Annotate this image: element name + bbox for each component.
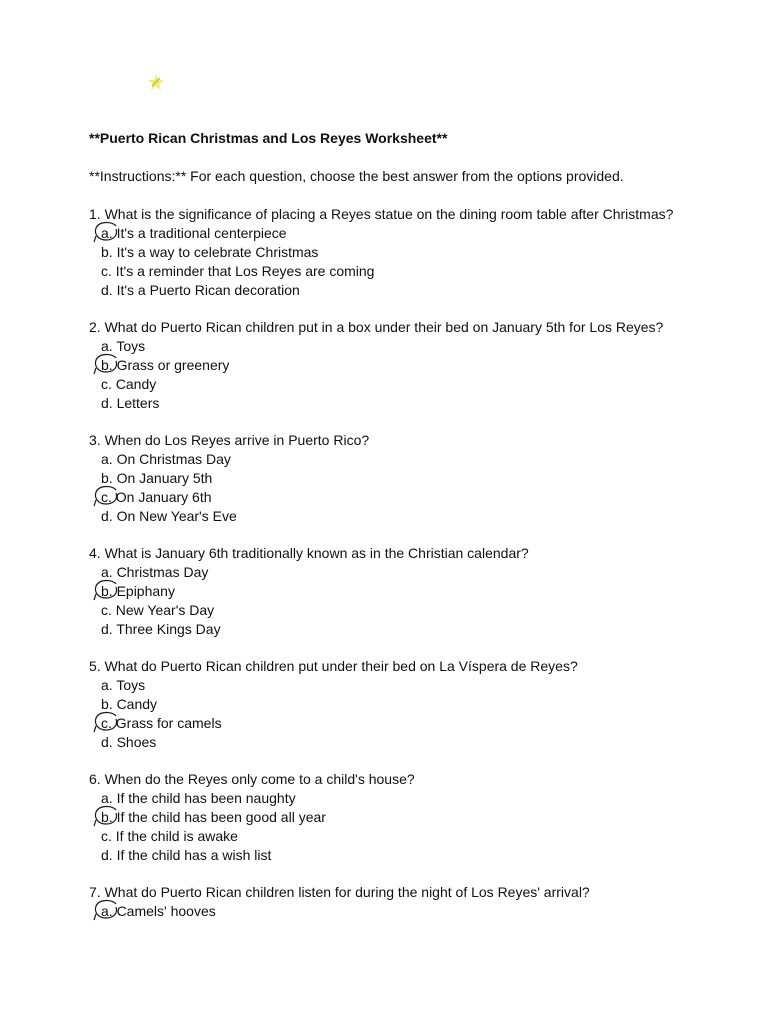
question-text: 5. What do Puerto Rican children put under their bed on La Víspera de Reyes? (89, 658, 578, 674)
question-text: 3. When do Los Reyes arrive in Puerto Rico? (89, 432, 370, 448)
instructions-text: **Instructions:** For each question, choose the best answer from the options provided. (89, 168, 624, 184)
answer-option: c. Grass for camels (89, 714, 578, 733)
answer-option: a. If the child has been naughty (101, 790, 296, 806)
question-block (89, 318, 663, 413)
answer-option: b. It's a way to celebrate Christmas (101, 244, 319, 260)
answer-option: d. On New Year's Eve (101, 508, 237, 524)
answer-option: a. Toys (101, 338, 146, 354)
answer-option: d. Three Kings Day (101, 621, 221, 637)
question-text: 7. What do Puerto Rican children listen for during the night of Los Reyes' arrival? (89, 884, 590, 900)
star-doodle-icon (146, 72, 166, 92)
answer-option: b. Grass or greenery (89, 356, 663, 375)
answer-option: d. If the child has a wish list (101, 847, 272, 863)
question-block (89, 883, 590, 921)
question-text: 1. What is the significance of placing a Reyes statue on the dining room table after Christmas? (89, 206, 674, 222)
answer-option: b. Epiphany (89, 582, 529, 601)
answer-option: c. Candy (101, 376, 157, 392)
answer-option: b. Candy (101, 696, 158, 712)
worksheet-title: **Puerto Rican Christmas and Los Reyes Worksheet** (89, 130, 448, 146)
answer-option: a. It's a traditional centerpiece (89, 224, 673, 243)
question-block (89, 431, 369, 526)
answer-option: c. New Year's Day (101, 602, 215, 618)
answer-option: c. It's a reminder that Los Reyes are coming (101, 263, 375, 279)
answer-option: d. Letters (101, 395, 160, 411)
answer-option: a. On Christmas Day (101, 451, 231, 467)
question-text: 2. What do Puerto Rican children put in a box under their bed on January 5th for Los Reyes? (89, 319, 664, 335)
answer-option: b. On January 5th (101, 470, 213, 486)
question-block (89, 770, 415, 865)
answer-option: a. Toys (101, 677, 146, 693)
question-block (89, 205, 673, 300)
answer-option: b. If the child has been good all year (89, 808, 415, 827)
answer-circle-mark (93, 898, 121, 924)
answer-option: a. Camels' hooves (89, 902, 590, 921)
question-text: 6. When do the Reyes only come to a child's house? (89, 771, 415, 787)
question-block (89, 544, 529, 639)
answer-option: d. It's a Puerto Rican decoration (101, 282, 300, 298)
answer-option: c. If the child is awake (101, 828, 238, 844)
answer-option: d. Shoes (101, 734, 157, 750)
answer-option: c. On January 6th (89, 488, 369, 507)
answer-option: a. Christmas Day (101, 564, 209, 580)
question-text: 4. What is January 6th traditionally known as in the Christian calendar? (89, 545, 529, 561)
question-block (89, 657, 578, 752)
